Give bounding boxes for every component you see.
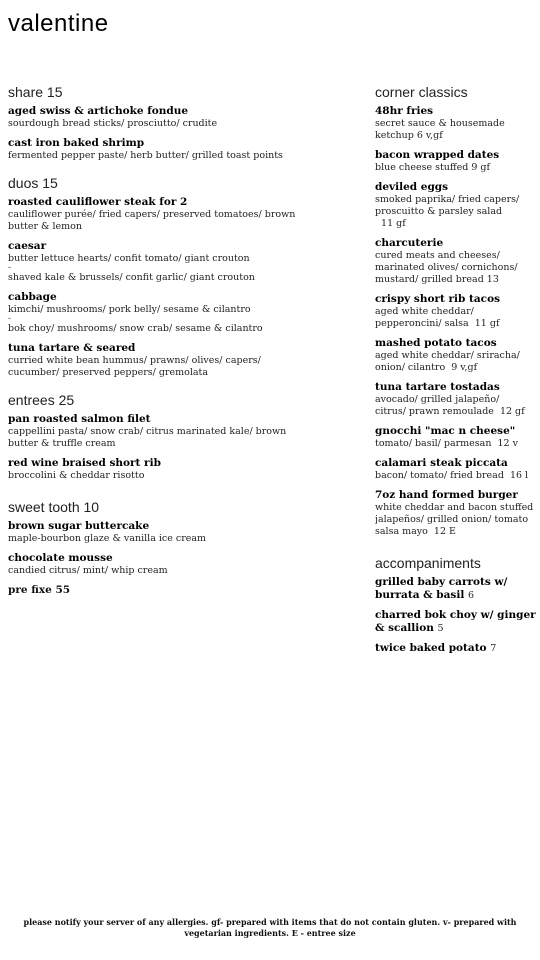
item-name bbox=[375, 642, 540, 655]
section-header-entrees: entrees 25 bbox=[8, 392, 75, 408]
section-header-sweet-tooth: sweet tooth 10 bbox=[8, 499, 100, 515]
menu-item bbox=[375, 105, 540, 142]
section-header-duos: duos 15 bbox=[8, 175, 58, 191]
menu-item bbox=[375, 576, 540, 602]
item-price: 7 bbox=[490, 643, 497, 654]
section-header-corner-classics: corner classics bbox=[375, 84, 468, 100]
menu-item bbox=[8, 520, 358, 545]
item-name: calamari steak piccata bbox=[375, 457, 508, 469]
item-name: tuna tartare tostadas bbox=[375, 381, 500, 393]
menu-item bbox=[8, 291, 358, 335]
item-name: brown sugar buttercake bbox=[8, 520, 150, 532]
item-name: 7oz hand formed burger bbox=[375, 489, 518, 501]
item-name: cabbage bbox=[8, 291, 57, 303]
item-name-text: grilled baby carrots w/ burrata & basil bbox=[375, 576, 508, 601]
item-description: blue cheese stuffed 9 gf bbox=[375, 162, 491, 173]
menu-item bbox=[375, 237, 540, 286]
item-description: avocado/ grilled jalapeño/ citrus/ prawn remoulade 12 gf bbox=[375, 394, 525, 417]
item-description: fermented pepper paste/ herb butter/ grilled toast points bbox=[8, 150, 283, 161]
item-name: deviled eggs bbox=[375, 181, 449, 193]
item-description: curried white bean hummus/ prawns/ olives/ capers/ cucumber/ preserved peppers/ gremolata bbox=[8, 355, 261, 378]
menu-item bbox=[8, 240, 358, 284]
menu-item bbox=[375, 337, 540, 374]
pre-fixe-price: pre fixe 55 bbox=[8, 584, 71, 596]
menu-item bbox=[375, 425, 540, 450]
item-name bbox=[375, 609, 540, 635]
menu-item bbox=[375, 293, 540, 330]
item-description: bacon/ tomato/ fried bread 16 l bbox=[375, 470, 529, 481]
right-column bbox=[375, 84, 540, 662]
menu-item bbox=[375, 149, 540, 174]
item-name: 48hr fries bbox=[375, 105, 434, 117]
section-header-share: share 15 bbox=[8, 84, 63, 100]
item-name: roasted cauliflower steak for 2 bbox=[8, 196, 188, 208]
item-price: 6 bbox=[467, 590, 475, 601]
item-name: pan roasted salmon filet bbox=[8, 413, 151, 425]
item-name: crispy short rib tacos bbox=[375, 293, 500, 305]
left-column bbox=[8, 84, 358, 597]
item-description: broccolini & cheddar risotto bbox=[8, 470, 145, 481]
menu-item bbox=[8, 105, 358, 130]
item-name: charcuterie bbox=[375, 237, 444, 249]
item-alt-description: bok choy/ mushrooms/ snow crab/ sesame & cilantro bbox=[8, 323, 263, 334]
item-name: aged swiss & artichoke fondue bbox=[8, 105, 189, 117]
menu-item bbox=[375, 181, 540, 230]
menu-item bbox=[8, 413, 358, 450]
item-name: gnocchi "mac n cheese" bbox=[375, 425, 516, 437]
menu-item bbox=[8, 342, 358, 379]
dash-divider: - bbox=[8, 314, 12, 324]
item-name: mashed potato tacos bbox=[375, 337, 497, 349]
item-description: secret sauce & housemade ketchup 6 v,gf bbox=[375, 118, 505, 141]
item-description: cappellini pasta/ snow crab/ citrus marinated kale/ brown butter & truffle cream bbox=[8, 426, 287, 449]
item-description: aged white cheddar/ sriracha/ onion/ cilantro 9 v,gf bbox=[375, 350, 520, 373]
item-name-text: charred bok choy w/ ginger & scallion bbox=[375, 609, 536, 634]
menu-item bbox=[375, 489, 540, 538]
item-description: tomato/ basil/ parmesan 12 v bbox=[375, 438, 518, 449]
section-header-accompaniments: accompaniments bbox=[375, 555, 481, 571]
menu-title: valentine bbox=[8, 10, 109, 37]
item-name: caesar bbox=[8, 240, 47, 252]
item-description: butter lettuce hearts/ confit tomato/ giant crouton bbox=[8, 253, 250, 264]
item-description: maple-bourbon glaze & vanilla ice cream bbox=[8, 533, 207, 544]
item-description: kimchi/ mushrooms/ pork belly/ sesame & cilantro bbox=[8, 304, 251, 315]
item-description: cured meats and cheeses/ marinated olives/ cornichons/ mustard/ grilled bread 13 bbox=[375, 250, 518, 285]
item-alt-description: shaved kale & brussels/ confit garlic/ giant crouton bbox=[8, 272, 255, 283]
item-description: cauliflower purée/ fried capers/ preserved tomatoes/ brown butter & lemon bbox=[8, 209, 296, 232]
item-description: white cheddar and bacon stuffed jalapeños/ grilled onion/ tomato salsa mayo 12 E bbox=[375, 502, 534, 537]
menu-item bbox=[8, 196, 358, 233]
item-description: aged white cheddar/ pepperoncini/ salsa 11 gf bbox=[375, 306, 500, 329]
item-name: cast iron baked shrimp bbox=[8, 137, 145, 149]
item-description: candied citrus/ mint/ whip cream bbox=[8, 565, 168, 576]
item-description: sourdough bread sticks/ prosciutto/ crudite bbox=[8, 118, 218, 129]
menu-item bbox=[8, 552, 358, 577]
menu-item bbox=[8, 137, 358, 162]
menu-item bbox=[375, 457, 540, 482]
item-name: bacon wrapped dates bbox=[375, 149, 500, 161]
menu-item bbox=[8, 457, 358, 482]
item-description: smoked paprika/ fried capers/ proscuitto & parsley salad 11 gf bbox=[375, 194, 520, 229]
item-name: tuna tartare & seared bbox=[8, 342, 136, 354]
menu-item bbox=[375, 609, 540, 635]
allergy-footnote: please notify your server of any allergies. gf- prepared with items that do not contain gluten. v- prepared with vegetarian ingredients. E - entree size bbox=[23, 917, 517, 938]
menu-item bbox=[375, 381, 540, 418]
dash-divider: - bbox=[8, 263, 12, 273]
item-name: red wine braised short rib bbox=[8, 457, 161, 469]
item-name: chocolate mousse bbox=[8, 552, 113, 564]
item-price: 5 bbox=[437, 623, 444, 634]
item-name-text: twice baked potato bbox=[375, 642, 487, 654]
menu-item bbox=[375, 642, 540, 655]
item-name bbox=[375, 576, 540, 602]
